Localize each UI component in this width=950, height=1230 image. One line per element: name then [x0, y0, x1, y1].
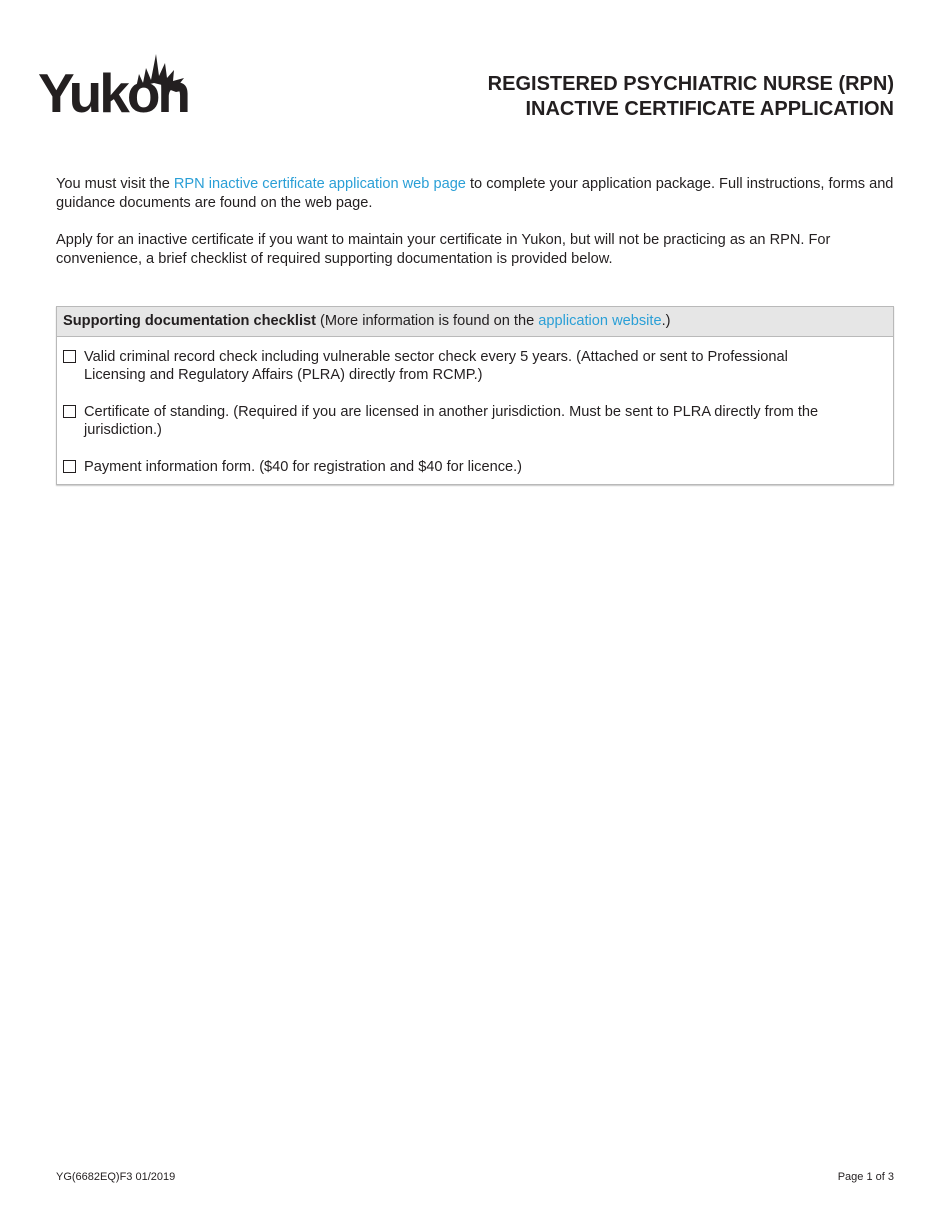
application-website-link[interactable]: application website [538, 313, 662, 329]
intro-text: You must visit the [56, 176, 174, 192]
checklist-item-label: Payment information form. ($40 for registration and $40 for licence.) [84, 459, 523, 475]
intro-text: to complete your application package. Full instructions, forms and guidance documents are found on the web page. [56, 176, 894, 211]
certificate-of-standing-checkbox[interactable] [63, 405, 76, 418]
form-code: YG(6682EQ)F3 01/2019 [56, 1171, 176, 1183]
checklist-item-criminal-record [63, 348, 887, 384]
checklist-header [57, 307, 893, 337]
title-line-2: INACTIVE CERTIFICATE APPLICATION [525, 98, 894, 120]
rpn-web-page-link[interactable]: RPN inactive certificate application web page [173, 176, 466, 192]
checklist-body [57, 337, 893, 484]
checklist-note: (More information is found on the [315, 313, 539, 329]
page-title [488, 72, 894, 122]
intro-paragraph-2: Apply for an inactive certificate if you want to maintain your certificate in Yukon, but will not be practicing as an RPN. For convenience, a brief checklist of required supporting documentation is provided below. [56, 232, 831, 267]
page-number: Page 1 of 3 [837, 1171, 894, 1183]
checklist-item-label: Certificate of standing. (Required if you are licensed in another jurisdiction. Must be sent to PLRA directly from the jurisdiction.) [84, 404, 819, 438]
logo-wordmark: Yukon [38, 62, 189, 124]
checklist-item-certificate-of-standing [63, 403, 887, 439]
title-line-1: REGISTERED PSYCHIATRIC NURSE (RPN) [487, 73, 894, 95]
yukon-logo [38, 50, 210, 122]
checklist-title: Supporting documentation checklist [63, 313, 316, 329]
checklist-note-end: .) [661, 313, 671, 329]
checklist-item-label: Valid criminal record check including vulnerable sector check every 5 years. (Attached or sent to Professional Licensing and Regulatory Affairs (PLRA) directly from RCMP.) [84, 349, 788, 383]
documentation-checklist [56, 306, 894, 485]
intro-section [56, 175, 896, 287]
checklist-item-payment-form [63, 458, 887, 476]
intro-paragraph-1 [56, 175, 896, 213]
payment-form-checkbox[interactable] [63, 460, 76, 473]
criminal-record-checkbox[interactable] [63, 350, 76, 363]
